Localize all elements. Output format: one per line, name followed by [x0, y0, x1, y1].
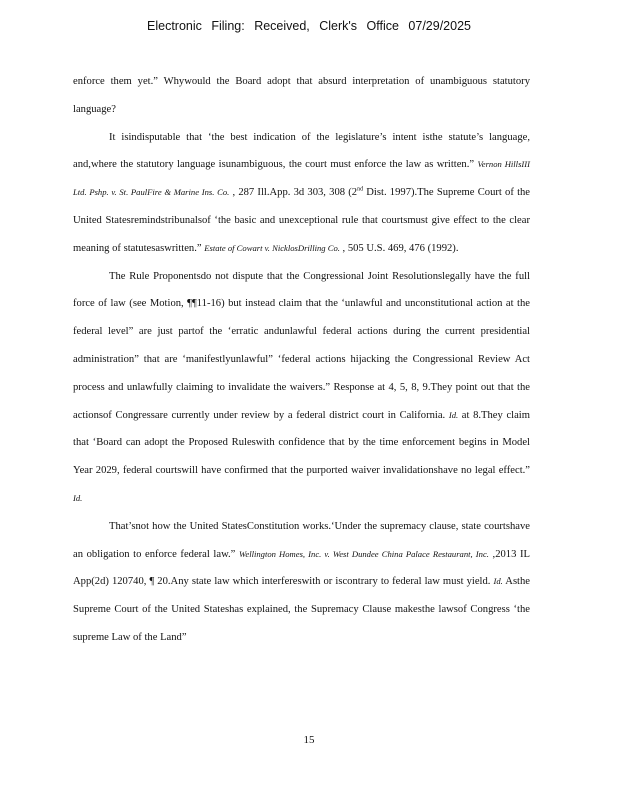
- ordinal-superscript: nd: [357, 186, 364, 193]
- paragraph-2-text-2: , 287 Ill.App. 3d 303, 308 (2: [229, 187, 358, 199]
- page-number: 15: [303, 734, 315, 746]
- paragraph-4-text-2: ,2013 IL App(2d) 120740, ¶ 20.Any state law which interfereswith or iscontrary to federal law must yield.: [73, 548, 531, 588]
- paragraph-2-text-4: , 505 U.S. 469, 476 (1992).: [339, 242, 459, 254]
- id-citation-3: Id.: [493, 576, 503, 587]
- paragraph-4-text-3: Asthe Supreme Court of the United Stateshas explained, the Supremacy Clause makesthe lawsof Congress ‘the supreme Law of the Land”: [73, 576, 531, 643]
- paragraph-2-text-1: It isindisputable that ‘the best indication of the legislature’s intent isthe statute’s language, and,where the statutory language isunambiguous, the court must enforce the law as written.”: [73, 131, 530, 171]
- id-citation-2: Id.: [73, 492, 83, 503]
- paragraph-1: [73, 68, 530, 124]
- case-citation-wellington-homes: Wellington Homes, Inc. v. West Dundee China Palace Restaurant, Inc.: [239, 548, 489, 559]
- paragraph-4: [73, 513, 530, 652]
- id-citation-1: Id.: [448, 409, 459, 420]
- paragraph-2: [73, 124, 530, 263]
- paragraph-3-text-1: The Rule Proponentsdo not dispute that the Congressional Joint Resolutionslegally have the full force of law (see Motion, ¶¶11-16) but instead claim that the ‘unlawful and unconstitutional action at the federal level” are just partof the ‘erratic andunlawful federal actions during the current presidential administration” that are ‘manifestlyunlawful” ‘federal actions hijacking the Congressional Review Act process and unlawfully claiming to invalidate the waivers.” Response at 4, 5, 8, 9.They point out that the actionsof Congressare currently under review by a federal district court in California.: [73, 270, 530, 421]
- filing-header: Electronic Filing: Received, Clerk's Office 07/29/2025: [147, 19, 471, 33]
- paragraph-3-text-2: at 8.They claim that ‘Board can adopt the Proposed Ruleswith confidence that by the time enforcement begins in Model Year 2029, federal courtswill have confirmed that the purported waiver invalidationshave no legal effect.”: [73, 409, 530, 477]
- case-citation-estate-of-cowart: Estate of Cowart v. NicklosDrilling Co.: [204, 242, 340, 253]
- case-citation-vernon-hills: Vernon HillsIII Ltd. Pshp. v. St. PaulFire & Marine Ins. Co.: [73, 159, 531, 198]
- paragraph-4-text-1: That’snot how the United StatesConstitution works.‘Under the supremacy clause, state courtshave an obligation to enforce federal law.”: [73, 520, 530, 560]
- paragraph-2-text-3: Dist. 1997).The Supreme Court of the United Statesremindstribunalsof ‘the basic and unexceptional rule that courtsmust give effect to the clear meaning of statutesaswritten.”: [73, 187, 531, 254]
- paragraph-1-text: enforce them yet.” Whywould the Board adopt that absurd interpretation of unambiguous statutory language?: [73, 76, 530, 115]
- document-body: [73, 68, 530, 652]
- paragraph-3: [73, 263, 530, 513]
